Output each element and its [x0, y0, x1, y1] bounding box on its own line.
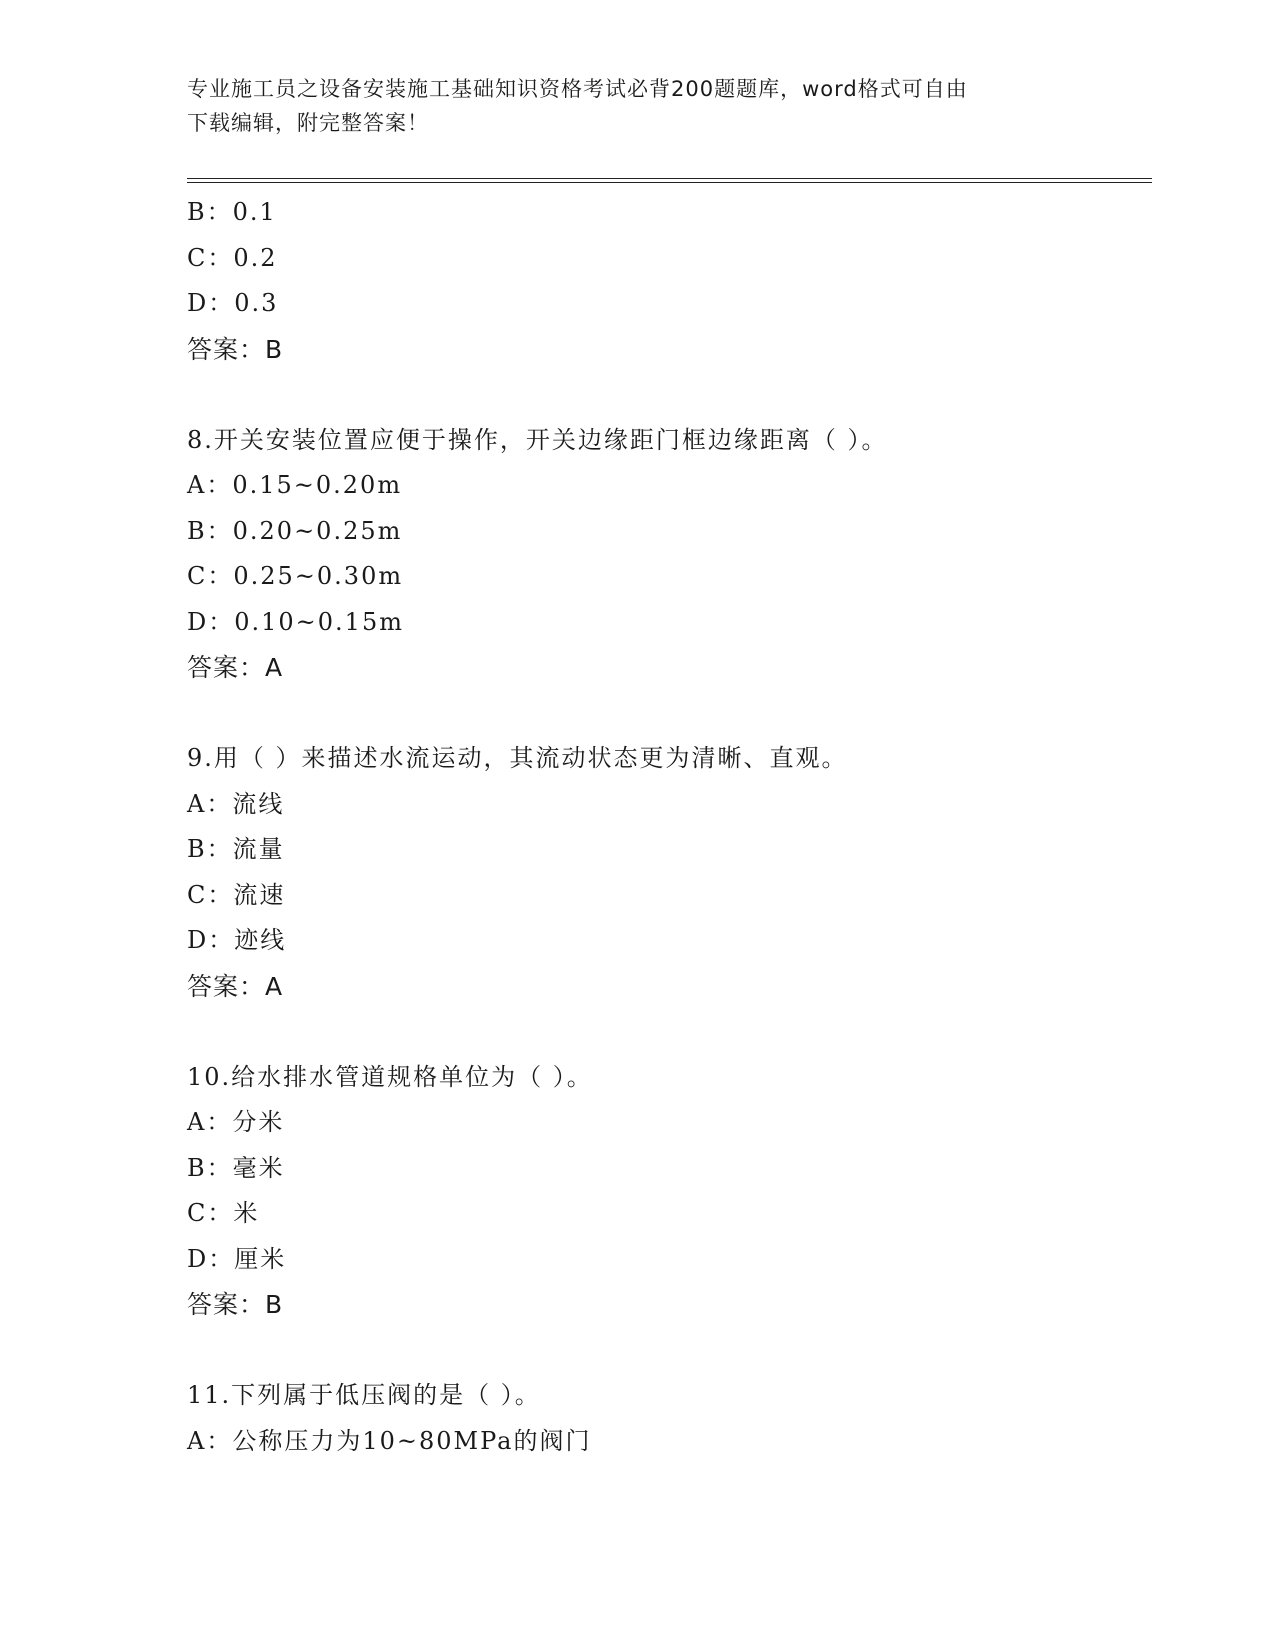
question-stem: 9.用（ ）来描述水流运动，其流动状态更为清晰、直观。: [187, 744, 848, 772]
header-line-2: 下载编辑，附完整答案！: [187, 111, 429, 135]
option-b: B：0.20~0.25m: [187, 516, 403, 545]
option-b: B：0.1: [187, 198, 277, 226]
option-a: A：分米: [187, 1108, 285, 1136]
option-b: B：毫米: [187, 1153, 285, 1182]
header-divider-bottom: [187, 182, 1152, 183]
answer-line: 答案：A: [187, 971, 284, 1001]
spacer: [187, 1328, 1147, 1374]
answer-line: 答案：B: [187, 334, 284, 364]
answer-line: 答案：B: [187, 1290, 284, 1319]
option-c: C：米: [187, 1199, 260, 1227]
question-stem: 11.下列属于低压阀的是（ ）。: [187, 1381, 541, 1409]
spacer: [187, 372, 1147, 418]
option-a: A：流线: [187, 789, 285, 818]
option-d: D：0.3: [187, 289, 279, 317]
option-d: D：0.10~0.15m: [187, 607, 404, 636]
option-d: D：迹线: [187, 926, 287, 954]
question-block-11: [187, 1373, 1147, 1464]
document-header: [187, 72, 1067, 140]
option-b: B：流量: [187, 835, 285, 863]
question-block-9: [187, 736, 1147, 1009]
option-c: C：0.2: [187, 243, 278, 272]
question-stem: 10.给水排水管道规格单位为（ ）。: [187, 1062, 593, 1091]
question-block-10: [187, 1055, 1147, 1328]
option-c: C：0.25~0.30m: [187, 562, 404, 590]
header-line-1: 专业施工员之设备安装施工基础知识资格考试必背200题题库，word格式可自由: [187, 77, 968, 101]
option-a: A：公称压力为10~80MPa的阀门: [187, 1426, 592, 1455]
option-c: C：流速: [187, 880, 286, 909]
question-stem: 8.开关安装位置应便于操作，开关边缘距门框边缘距离（ ）。: [187, 425, 888, 454]
option-d: D：厘米: [187, 1244, 287, 1273]
question-block-prev: [187, 190, 1147, 372]
option-a: A：0.15~0.20m: [187, 471, 403, 499]
question-list: [187, 190, 1147, 1464]
spacer: [187, 691, 1147, 737]
answer-line: 答案：A: [187, 653, 284, 682]
header-divider-top: [187, 178, 1152, 179]
question-block-8: [187, 418, 1147, 691]
spacer: [187, 1009, 1147, 1055]
